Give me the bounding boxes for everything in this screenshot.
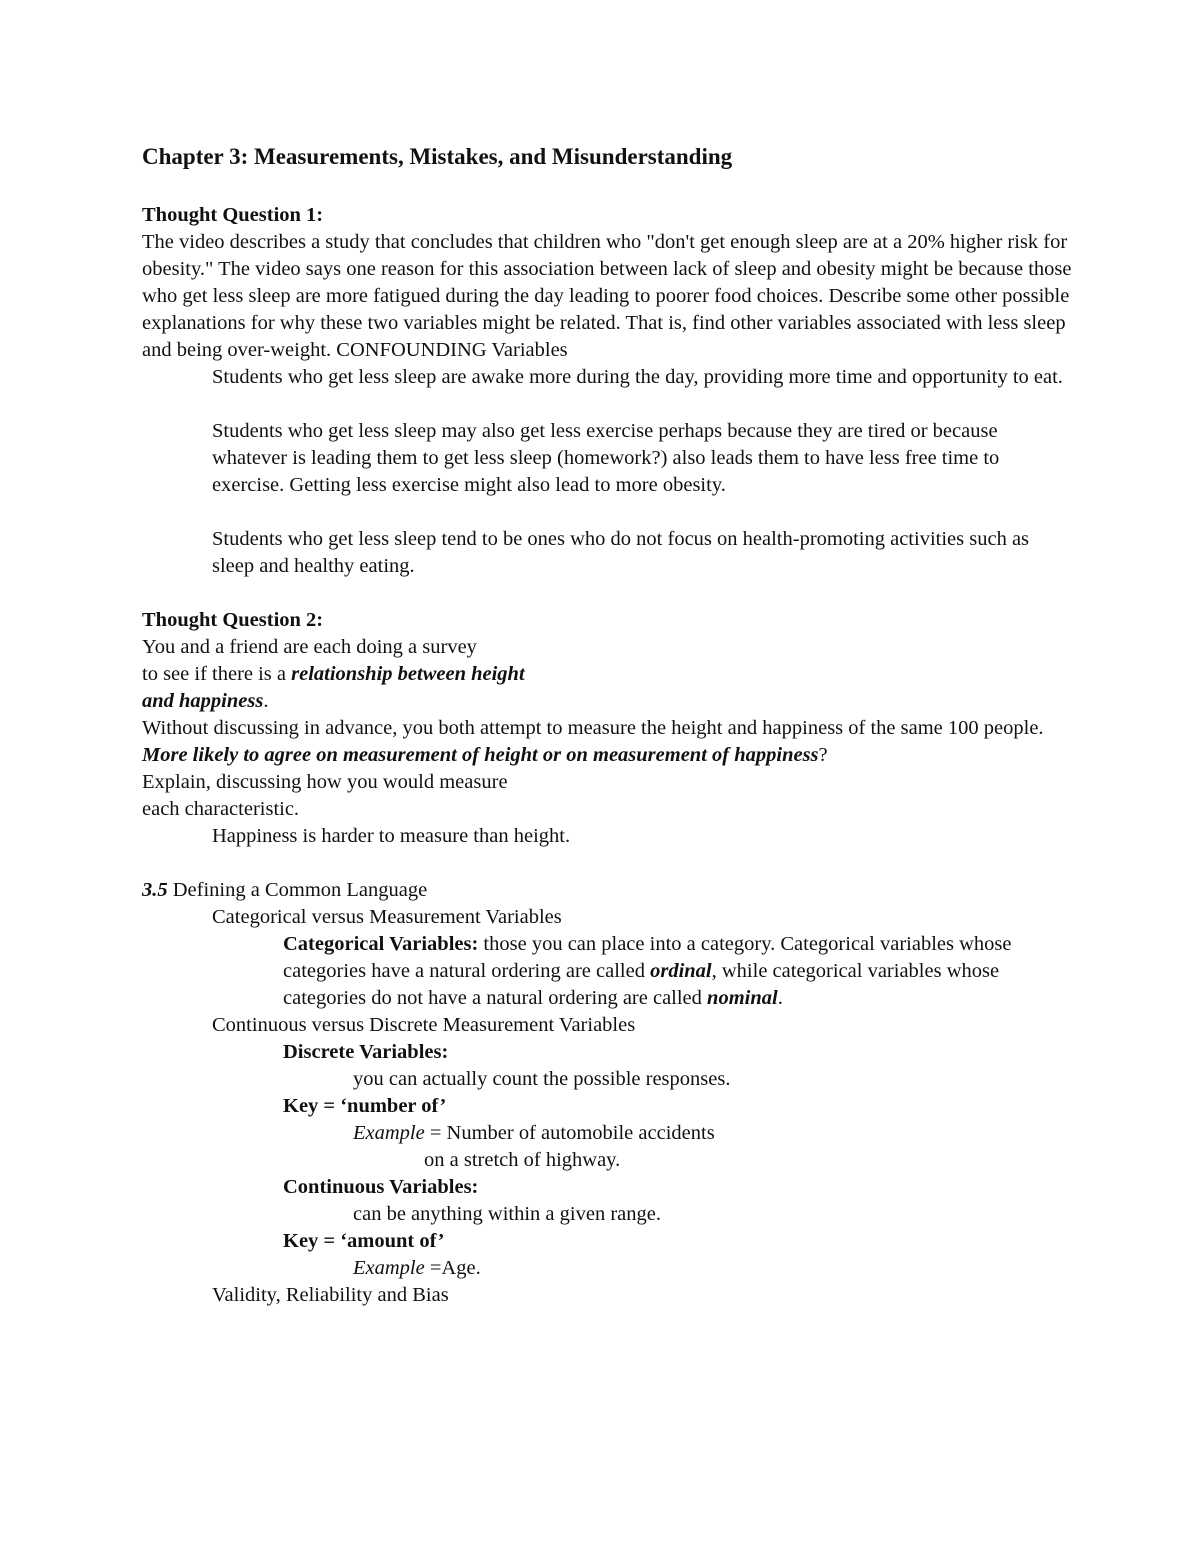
tq2-line-6: Explain, discussing how you would measure — [142, 771, 508, 793]
tq2-line-2-emphasis: relationship between height — [291, 663, 525, 685]
validity-reliability-bias: Validity, Reliability and Bias — [212, 1284, 449, 1306]
continuous-text: can be anything within a given range. — [353, 1203, 661, 1225]
document-content — [142, 142, 1072, 1309]
tq2-heading: Thought Question 2: — [142, 609, 324, 631]
continuous-example — [142, 1255, 1072, 1282]
categorical-text-2: , while categorical variables whose categories do not have a natural ordering are called — [283, 960, 1000, 1009]
tq1-answer-2: Students who get less sleep may also get less exercise perhaps because they are tired or because whatever is leading them to get less sleep (homework?) also leads them to have less free time to exercise. Getting less exercise might also lead to more obesity. — [212, 420, 1000, 496]
tq2-line-5 — [142, 742, 1072, 769]
tq1-heading: Thought Question 1: — [142, 204, 324, 226]
continuous-example-label: Example — [353, 1257, 425, 1279]
categorical-label: Categorical Variables: — [283, 933, 479, 955]
tq2-line-3-text: . — [263, 690, 269, 712]
discrete-example-label: Example — [353, 1122, 425, 1144]
tq2-line-5-emphasis: More likely to agree on measurement of height or on measurement of happiness — [142, 744, 819, 766]
tq1-answer-1: Students who get less sleep are awake more during the day, providing more time and opportunity to eat. — [212, 366, 1063, 388]
chapter-title: Chapter 3: Measurements, Mistakes, and Misunderstanding — [142, 144, 733, 169]
continuous-example-text: =Age. — [424, 1257, 481, 1279]
tq2-line-3-emphasis: and happiness — [142, 690, 264, 712]
tq2-line-3 — [142, 688, 1072, 715]
tq2-line-7: each characteristic. — [142, 798, 300, 820]
discrete-label: Discrete Variables: — [283, 1041, 449, 1063]
tq2-answer: Happiness is harder to measure than height. — [212, 825, 571, 847]
continuous-label: Continuous Variables: — [283, 1176, 479, 1198]
continuous-vs-discrete: Continuous versus Discrete Measurement Variables — [212, 1014, 636, 1036]
categorical-vs-measurement: Categorical versus Measurement Variables — [212, 906, 562, 928]
section-heading — [142, 877, 1072, 904]
section-3-5 — [142, 877, 1072, 1309]
tq2-line-2 — [142, 661, 1072, 688]
nominal-term: nominal — [707, 987, 778, 1009]
categorical-definition — [142, 931, 1072, 1012]
tq2-line-2-text: to see if there is a — [142, 663, 292, 685]
tq1-answer-3: Students who get less sleep tend to be ones who do not focus on health-promoting activities such as sleep and healthy eating. — [212, 528, 1030, 577]
categorical-text-1: those you can place into a category. Categorical variables whose categories have a natural ordering are called — [283, 933, 1012, 982]
discrete-text: you can actually count the possible responses. — [353, 1068, 731, 1090]
continuous-key: Key = ‘amount of’ — [283, 1230, 445, 1252]
ordinal-term: ordinal — [650, 960, 712, 982]
tq2-line-1: You and a friend are each doing a survey — [142, 636, 477, 658]
tq2-line-4: Without discussing in advance, you both attempt to measure the height and happiness of the same 100 people. — [142, 717, 1044, 739]
discrete-example-text: = Number of automobile accidents — [424, 1122, 715, 1144]
tq1-prompt: The video describes a study that concludes that children who "don't get enough sleep are at a 20% higher risk for obesity." The video says one reason for this association between lack of sleep and obesity might be because those who get less sleep are more fatigued during the day leading to poorer food choices. Describe some other possible explanations for why these two variables might be related. That is, find other variables associated with less sleep and being over-weight. CONFOUNDING Variables — [142, 231, 1072, 361]
thought-question-2 — [142, 607, 1072, 850]
discrete-example — [142, 1120, 1072, 1147]
discrete-example-continued: on a stretch of highway. — [424, 1149, 621, 1171]
section-number: 3.5 — [142, 879, 168, 901]
categorical-text-3: . — [777, 987, 783, 1009]
discrete-key: Key = ‘number of’ — [283, 1095, 447, 1117]
section-title: Defining a Common Language — [167, 879, 428, 901]
tq2-line-5-text: ? — [818, 744, 828, 766]
thought-question-1 — [142, 202, 1072, 580]
